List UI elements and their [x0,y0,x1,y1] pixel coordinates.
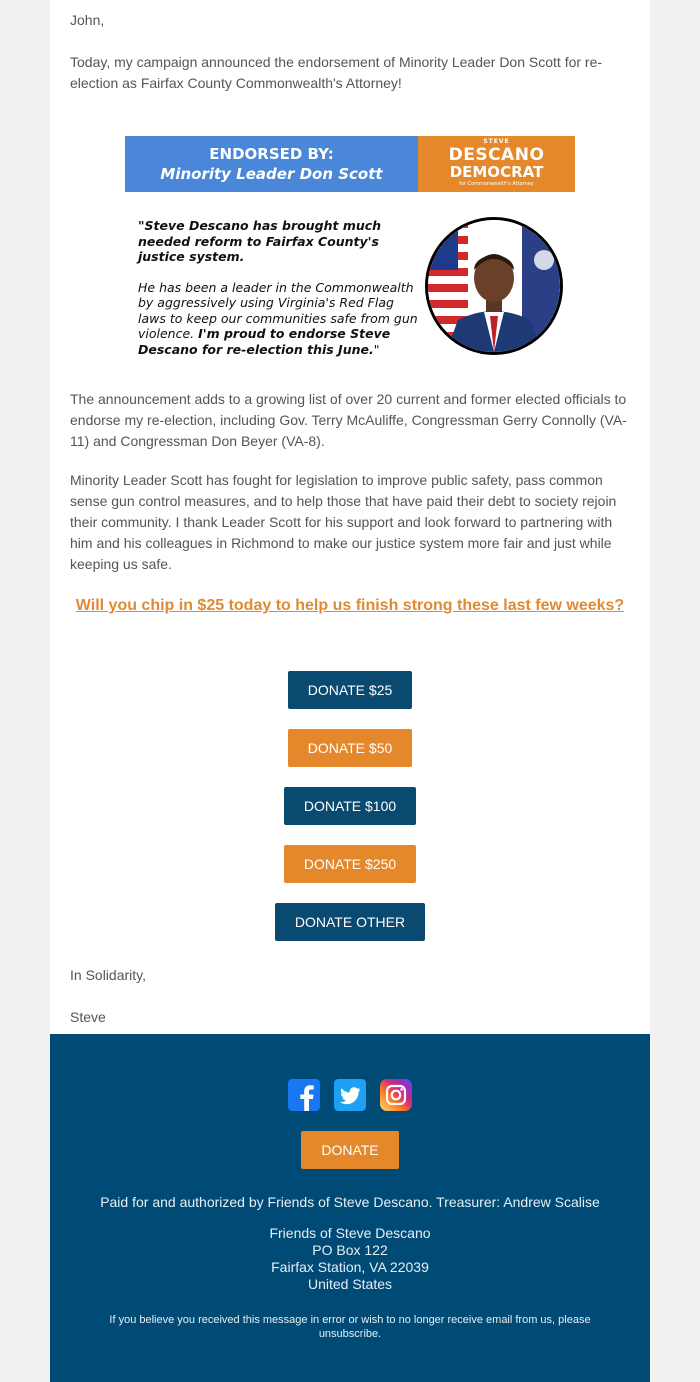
campaign-logo [418,136,575,192]
paragraph-endorsements: The announcement adds to a growing list of over 20 current and former elected officials to endorse my re-election, including Gov. Terry McAuliffe, Congressman Gerry Connolly (VA-11) and Congressman Don Beyer (VA-8). [70,391,627,449]
intro-paragraph: Today, my campaign announced the endorsement of Minority Leader Don Scott for re-election as Fairfax County Commonwealth's Attorney! [70,54,603,91]
instagram-icon[interactable] [380,1079,412,1111]
banner-endorsed-label: ENDORSED BY: [209,145,334,163]
endorsement-banner [125,136,575,192]
address-line-3: Fairfax Station, VA 22039 [271,1259,429,1275]
donate-100-button[interactable]: DONATE $100 [284,787,416,825]
footer [50,1034,650,1382]
address-line-4: United States [307,1276,393,1292]
logo-party: DEMOCRAT [449,163,544,181]
cta-link[interactable]: Will you chip in $25 today to help us finish strong these last few weeks? [75,597,625,614]
donate-25-button[interactable]: DONATE $25 [288,671,412,709]
twitter-icon[interactable] [334,1079,366,1111]
unsubscribe-notice[interactable]: If you believe you received this message in error or wish to no longer receive email from us, please unsubscribe. [109,1314,591,1340]
address-line-2: PO Box 122 [312,1242,388,1258]
greeting: John, [70,12,105,28]
banner-endorsed-by [125,136,418,192]
paid-for-disclaimer: Paid for and authorized by Friends of Steve Descano. Treasurer: Andrew Scalise [100,1194,600,1210]
portrait-image [428,220,560,352]
address-line-1: Friends of Steve Descano [269,1225,431,1241]
endorsement-quote [138,218,420,372]
facebook-icon[interactable] [288,1079,320,1111]
donate-other-button[interactable]: DONATE OTHER [275,903,425,941]
footer-donate-button[interactable]: DONATE [301,1131,399,1169]
logo-first-name: STEVE [483,138,510,145]
paragraph-leader-scott: Minority Leader Scott has fought for legislation to improve public safety, pass common sense gun control measures, and to help those that have paid their debt to society rejoin their community. I thank Leader Scott for his support and look forward to partnering with him and his colleagues in Richmond to make our justice system more fair and just while keeping us safe. [70,472,617,572]
quote-part-2: He has been a leader in the Commonwealth by aggressively using Virginia's Red Flag laws to keep our communities safe from gun violence. [138,279,418,341]
email-container [50,0,650,1382]
signoff: In Solidarity, [70,967,146,983]
quote-part-2-bold: I'm proud to endorse Steve Descano for re-election this June. [138,326,391,357]
banner-endorser-name: Minority Leader Don Scott [160,165,383,183]
mailing-address [50,1225,650,1293]
quote-end-mark: " [373,341,380,357]
logo-last-name: DESCANO [448,145,545,165]
signature: Steve [70,1009,106,1025]
logo-office: for Commonwealth's Attorney [459,181,534,187]
endorser-photo [425,217,563,355]
donate-250-button[interactable]: DONATE $250 [284,845,416,883]
donate-50-button[interactable]: DONATE $50 [288,729,412,767]
quote-part-1: "Steve Descano has brought much needed reform to Fairfax County's justice system. [138,218,382,264]
